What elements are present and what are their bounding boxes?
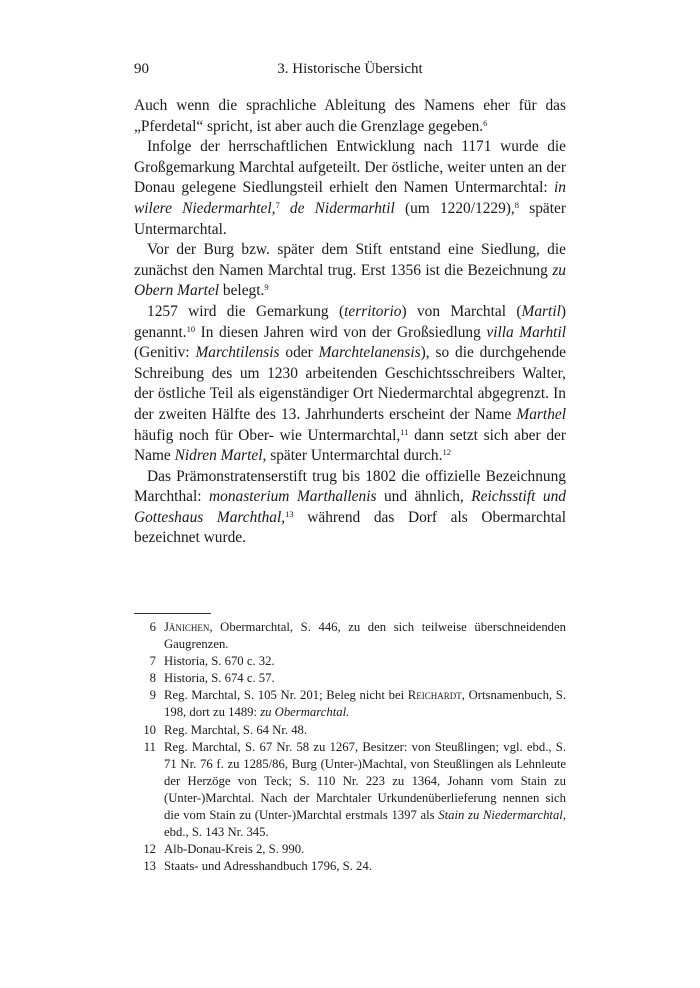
italic-text: monasterium Marthallenis (209, 488, 377, 506)
footnote-text (164, 858, 566, 875)
italic-text: Stain zu Niedermarchtal (438, 808, 563, 823)
paragraph (134, 137, 566, 240)
text-run: In diesen Jahren wird von der Großsiedlung (195, 323, 487, 341)
text-run: belegt. (219, 282, 265, 300)
footnote-number: 8 (149, 671, 156, 686)
footnote-ref: 13 (285, 508, 294, 519)
page-header (134, 61, 566, 81)
footnote-ref: 9 (264, 282, 269, 293)
italic-text: de Nidermarhtil (289, 199, 395, 217)
page-number: 90 (134, 61, 149, 77)
text-run: Infolge der herrschaftlichen Entwicklung nach 1171 wurde die Großgemarkung Marchtal aufgeteilt. Der östliche, weiter unten an der Donau gelegene Siedlungsteil erhielt den Namen Untermarchtal: (134, 138, 566, 197)
text-run: (Genitiv: (134, 344, 196, 362)
italic-text: Reichsstift und Gotteshaus Marchthal, (134, 488, 566, 526)
text-run: , Obermarchtal, S. 446, zu den sich teilweise überschneidenden Gaugrenzen. (164, 620, 566, 652)
footnote-number: 9 (149, 688, 156, 703)
footnote (134, 739, 566, 842)
footnote-text (164, 841, 566, 858)
text-run: dann setzt sich aber der Name (134, 426, 566, 465)
footnote-ref: 10 (186, 323, 196, 334)
text-run: Staats- und Adresshandbuch 1796, S. 24. (164, 859, 372, 874)
footnote-number: 10 (143, 722, 156, 737)
text-run: Vor der Burg bzw. später dem Stift entstand eine Siedlung, die zunächst den Namen Marchtal trug. Erst 1356 ist die Bezeichnung (134, 241, 566, 279)
italic-text: Marchtilensis (195, 344, 280, 362)
footnote-ref: 11 (400, 426, 409, 437)
italic-text: zu Obern Martel (134, 261, 566, 300)
text-run: (um 1220/1229), (394, 199, 515, 217)
text-run: Historia, S. 674 c. 57. (164, 671, 275, 686)
text-run: ) genannt. (134, 302, 567, 341)
footnote (134, 619, 566, 653)
footnote (134, 653, 566, 670)
text-run: Historia, S. 670 c. 32. (164, 654, 275, 669)
text-run: später Untermarchtal durch. (266, 447, 443, 465)
text-run: , Ortsnamenbuch, S. 198, dort zu 1489: (164, 688, 566, 720)
footnote-text (164, 670, 566, 687)
text-run: Reg. Marchtal, S. 64 Nr. 48. (164, 722, 308, 737)
footnote-number: 13 (143, 859, 156, 874)
footnote-text (164, 722, 566, 739)
text-run: Reg. Marchtal, S. 105 Nr. 201; Beleg nicht bei (164, 688, 408, 703)
paragraph (134, 96, 566, 137)
text-run: Das Prämonstratenserstift trug bis 1802 die offizielle Bezeichnung Marchthal: (134, 467, 566, 506)
running-title: 3. Historische Übersicht (277, 61, 423, 77)
text-run: 1257 wird die Gemarkung ( (147, 302, 345, 320)
text-run: später Untermarchtal. (134, 199, 566, 238)
footnote (134, 670, 566, 687)
author-name: Jänichen (164, 620, 210, 634)
text-run: Reg. Marchtal, S. 67 Nr. 58 zu 1267, Besitzer: von Steußlingen; vgl. ebd., S. 71 Nr. 76 f. zu 1285/86, Burg (Unter-)Machtal, von Steußlingen als Lehnleute der Herzöge von Teck; S. 110 Nr. 223 zu 1364, Johann vom Stain zu (Unter-)Marchtal. Nach der Marchtaler Urkundenüberlieferung nennen sich die vom Stain zu (Unter-)Marchtal erstmals 1397 als (164, 739, 566, 823)
footnote-number: 6 (149, 620, 156, 634)
text-run: , ebd., S. 143 Nr. 345. (164, 808, 566, 840)
footnote-text (164, 687, 566, 721)
body-text (134, 96, 566, 549)
footnote (134, 687, 566, 721)
footnote (134, 722, 566, 739)
footnote-text (164, 619, 566, 653)
text-run: ), so die durchgehende Schreibung des um 1230 arbeitenden Geschichtsschreibers Walter, der östliche Teil als eigenständiger Ort Niedermarchtal abgegrenzt. In der zweiten Hälfte des 13. Jahrhunderts erscheint der Name (134, 344, 566, 423)
italic-text: Martil (521, 302, 561, 320)
text-run (280, 200, 290, 217)
footnote-ref: 8 (514, 199, 520, 210)
footnote-ref: 6 (483, 117, 488, 128)
footnote-number: 12 (143, 842, 156, 857)
footnotes (134, 619, 566, 875)
text-run: Auch wenn die sprachliche Ableitung des Namens eher für das „Pferdetal“ spricht, ist aber auch die Grenzlage gegeben. (134, 97, 566, 135)
text-run: Alb-Donau-Kreis 2, S. 990. (164, 842, 305, 857)
footnote-number: 7 (149, 654, 156, 669)
italic-text: villa Marhtil (486, 323, 566, 341)
italic-text: Marchtelanensis (318, 344, 421, 362)
text-run: und ähnlich, (376, 488, 472, 506)
footnote-separator (134, 613, 211, 614)
paragraph (134, 240, 566, 302)
text-run: häufig noch für Ober- wie Untermarchtal, (134, 426, 401, 444)
footnote-text (164, 739, 566, 842)
footnote-number: 11 (143, 739, 156, 754)
footnote-text (164, 653, 566, 670)
italic-text: territorio (344, 302, 402, 320)
footnote (134, 841, 566, 858)
footnote-ref: 7 (275, 199, 280, 210)
italic-text: Nidren Martel, (174, 447, 267, 465)
text-run: ) von Marchtal ( (401, 302, 522, 320)
footnote-ref: 12 (442, 447, 451, 458)
paragraph (134, 467, 566, 549)
paragraph (134, 302, 566, 467)
footnote (134, 858, 566, 875)
italic-text: in wilere Niedermarhtel, (134, 179, 566, 217)
italic-text: Marthel (516, 405, 566, 423)
italic-text: zu Obermarchtal. (260, 705, 350, 720)
author-name: Reichardt (407, 688, 462, 703)
text-run: während das Dorf als Obermarchtal bezeichnet wurde. (134, 508, 566, 547)
text-run: oder (279, 344, 319, 362)
